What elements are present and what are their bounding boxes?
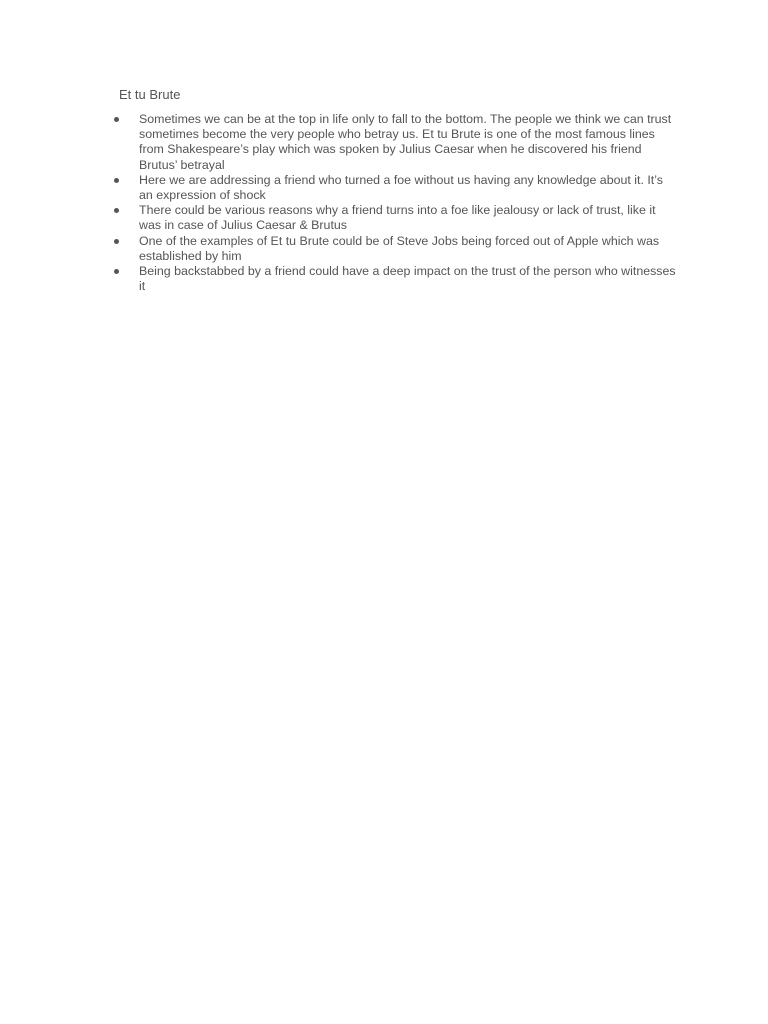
bullet-icon xyxy=(114,208,119,213)
bullet-list xyxy=(0,112,768,294)
list-item-text: Being backstabbed by a friend could have a deep impact on the trust of the person who witnesses it xyxy=(139,264,676,294)
list-item-text: Sometimes we can be at the top in life only to fall to the bottom. The people we think we can trust sometimes become the very people who betray us. Et tu Brute is one of the most famous lines from Shakespeare’s play which was spoken by Julius Caesar when he discovered his friend Brutus’ betrayal xyxy=(139,112,672,172)
list-item xyxy=(0,234,679,264)
list-item xyxy=(0,112,679,173)
document-title: Et tu Brute xyxy=(119,87,181,102)
list-item-text: Here we are addressing a friend who turned a foe without us having any knowledge about it. It’s an expression of shock xyxy=(139,172,663,203)
list-item xyxy=(0,203,679,233)
list-item xyxy=(0,264,679,294)
bullet-icon xyxy=(114,269,119,274)
bullet-icon xyxy=(114,117,119,122)
list-item-text: One of the examples of Et tu Brute could be of Steve Jobs being forced out of Apple which was established by him xyxy=(139,233,660,263)
list-item xyxy=(0,173,679,203)
bullet-icon xyxy=(114,178,119,183)
list-item-text: There could be various reasons why a friend turns into a foe like jealousy or lack of trust, like it was in case of Julius Caesar & Brutus xyxy=(139,203,656,233)
bullet-icon xyxy=(114,239,119,244)
